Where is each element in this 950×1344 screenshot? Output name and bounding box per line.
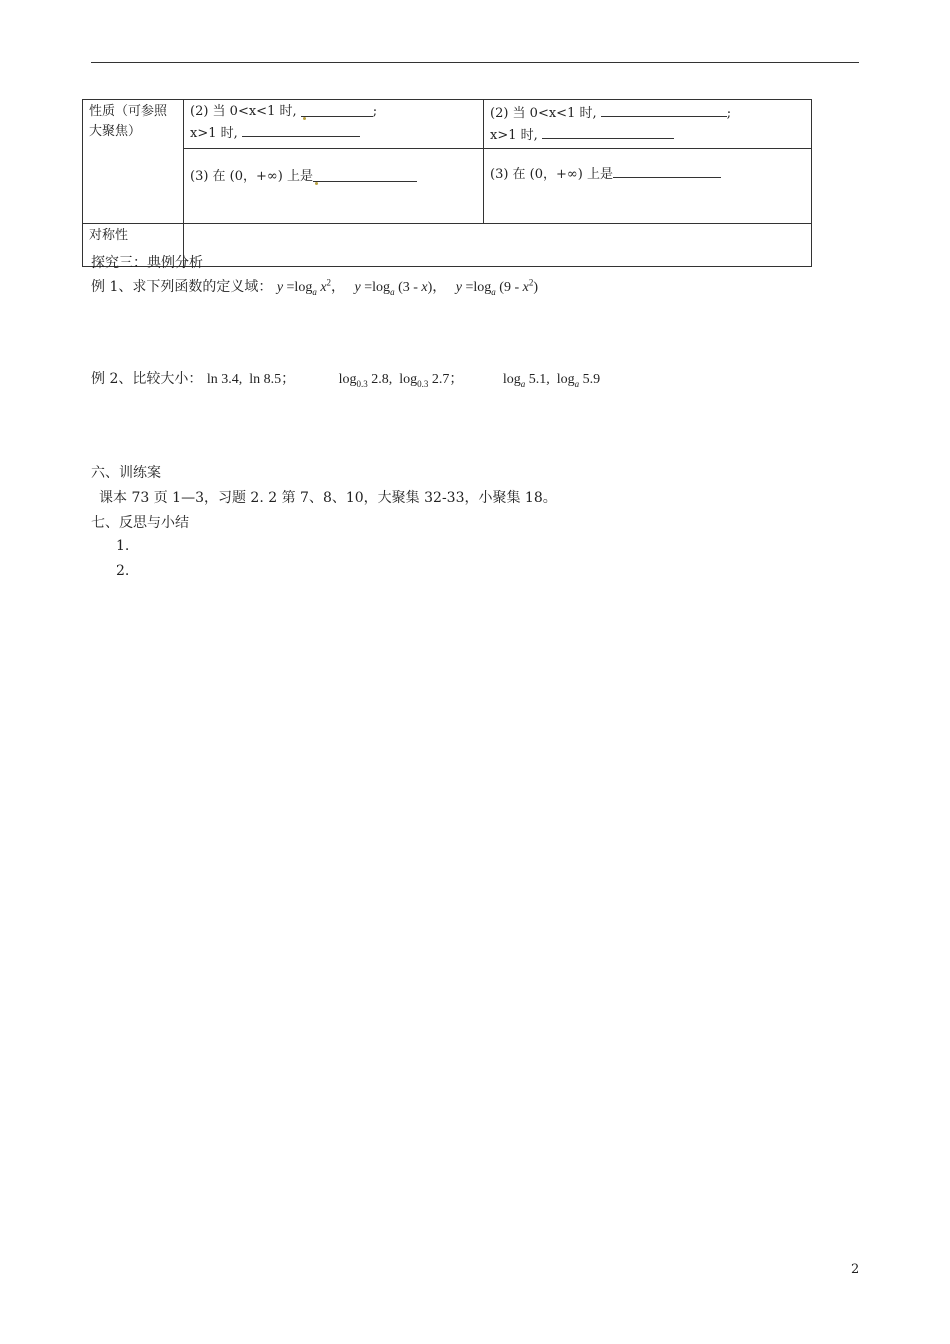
cell-right-property-2: (2) 当 0<x<1 时, ; x>1 时, — [484, 100, 812, 149]
page-number: 2 — [851, 1262, 860, 1277]
cell-left-property-3: (3) 在 (0，+∞) 上是 — [184, 149, 484, 224]
answer-blank[interactable] — [301, 102, 373, 117]
example-2: 例 2、比较大小： ln 3.4, ln 8.5； $\log_{0.3} 2.8$, $\log_{0.3} 2.7$； $\log_a 5.1$, $\log_a 5.9$ — [91, 371, 601, 389]
answer-blank[interactable] — [613, 163, 721, 178]
section-6-content: 课本 73 页 1—3，习题 2. 2 第 7、8、10，大聚集 32-33，小聚集 18。 — [99, 490, 557, 506]
cell-symmetry — [184, 224, 812, 267]
cell-left-property-2: (2) 当 0<x<1 时, ; x>1 时, — [184, 100, 484, 149]
summary-item-1: 1. — [116, 538, 130, 554]
row-label-properties: 性质（可参照大聚焦） — [83, 100, 184, 224]
answer-blank[interactable] — [601, 102, 727, 117]
section-7-heading: 七、反思与小结 — [91, 515, 189, 531]
header-rule — [91, 62, 859, 63]
answer-blank[interactable] — [242, 122, 360, 137]
row-label-symmetry: 对称性 — [83, 224, 184, 267]
properties-table — [82, 99, 812, 267]
summary-item-2: 2. — [116, 563, 130, 579]
example-2-comparisons: ln 3.4, ln 8.5； $\log_{0.3} 2.8$, $\log_{0.3} 2.7$； $\log_a 5.1$, $\log_a 5.9$ — [206, 372, 601, 389]
answer-blank[interactable] — [313, 167, 417, 182]
section-3-heading: 探究三：典例分析 — [91, 255, 203, 271]
example-1: 例 1、求下列函数的定义域： $y =\log_a$ $x^2$， $y =\log_a$ (3 - x)， $y =\log_a$ $(9 - x^2)$ — [91, 277, 539, 297]
example-1-functions: $y =\log_a$ $x^2$， $y =\log_a$ (3 - x)， $y =\log_a$ $(9 - x^2)$ — [276, 277, 539, 297]
cell-right-property-3: (3) 在 (0，+∞) 上是 — [484, 149, 812, 224]
section-6-heading: 六、训练案 — [91, 465, 161, 481]
answer-blank[interactable] — [542, 124, 674, 139]
